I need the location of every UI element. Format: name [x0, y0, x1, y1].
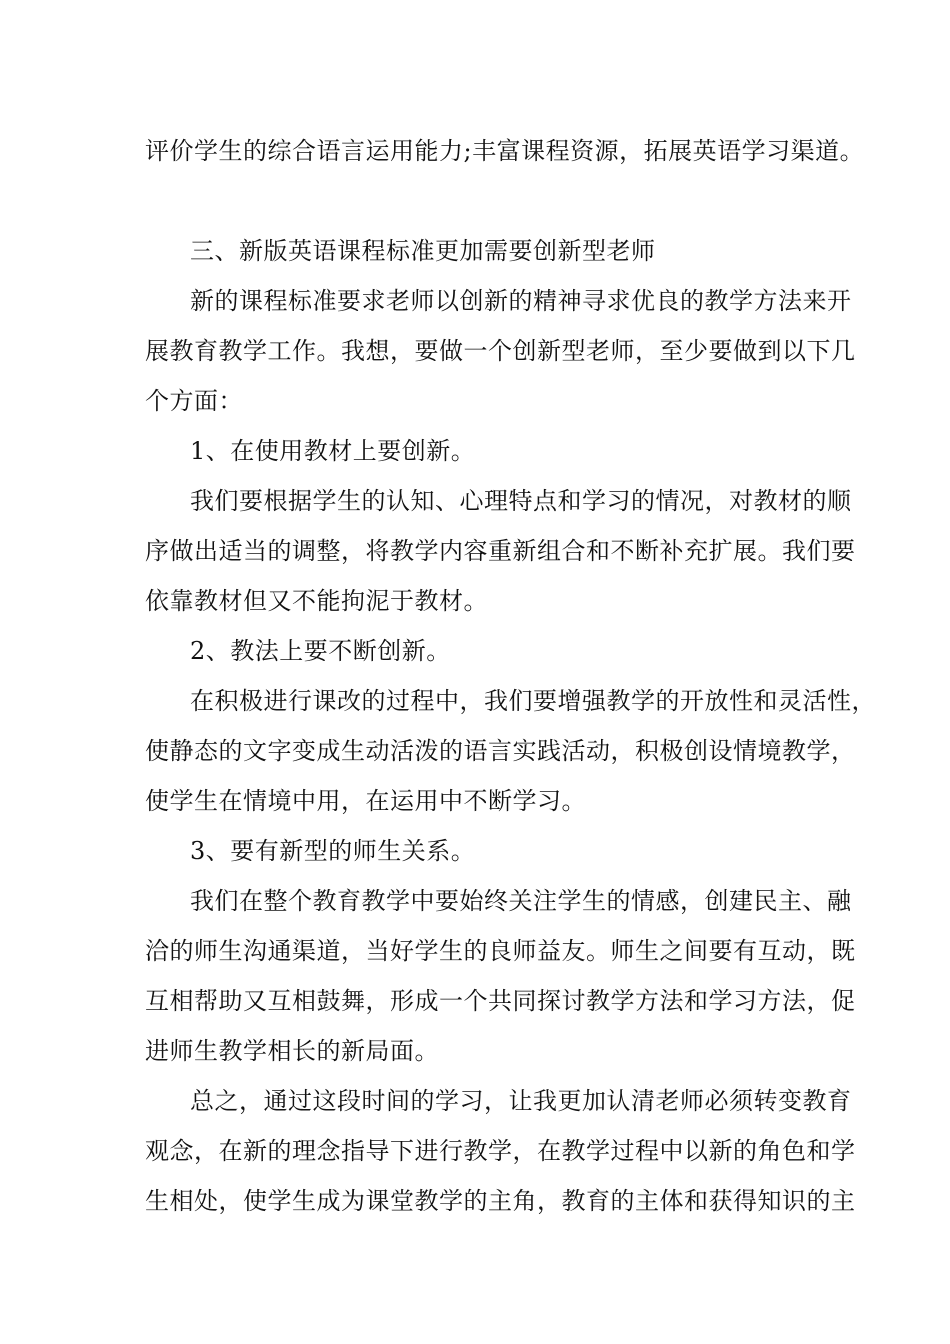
- paragraph-line: 生相处，使学生成为课堂教学的主角，教育的主体和获得知识的主: [145, 1187, 856, 1215]
- subsection-heading: 1、在使用教材上要创新。: [190, 437, 476, 465]
- paragraph-line: 互相帮助又互相鼓舞，形成一个共同探讨教学方法和学习方法，促: [145, 987, 856, 1015]
- section-heading: 三、新版英语课程标准更加需要创新型老师: [190, 237, 656, 265]
- subsection-heading: 3、要有新型的师生关系。: [190, 837, 476, 865]
- paragraph-line: 使学生在情境中用，在运用中不断学习。: [145, 787, 586, 815]
- paragraph-line: 个方面：: [145, 387, 243, 415]
- subsection-heading: 2、教法上要不断创新。: [190, 637, 451, 665]
- paragraph-line: 新的课程标准要求老师以创新的精神寻求优良的教学方法来开: [190, 287, 852, 315]
- paragraph-line: 总之，通过这段时间的学习，让我更加认清老师必须转变教育: [190, 1087, 852, 1115]
- paragraph-line: 展教育教学工作。我想，要做一个创新型老师，至少要做到以下几: [145, 337, 856, 365]
- paragraph-line: 依靠教材但又不能拘泥于教材。: [145, 587, 488, 615]
- paragraph-line: 我们要根据学生的认知、心理特点和学习的情况，对教材的顺: [190, 487, 852, 515]
- paragraph-line: 进师生教学相长的新局面。: [145, 1037, 439, 1065]
- paragraph-line: 观念，在新的理念指导下进行教学，在教学过程中以新的角色和学: [145, 1137, 856, 1165]
- paragraph-line: 评价学生的综合语言运用能力;丰富课程资源，拓展英语学习渠道。: [145, 137, 865, 165]
- paragraph-line: 在积极进行课改的过程中，我们要增强教学的开放性和灵活性，: [190, 687, 876, 715]
- paragraph-line: 序做出适当的调整，将教学内容重新组合和不断补充扩展。我们要: [145, 537, 856, 565]
- paragraph-line: 我们在整个教育教学中要始终关注学生的情感，创建民主、融: [190, 887, 852, 915]
- paragraph-line: 使静态的文字变成生动活泼的语言实践活动，积极创设情境教学，: [145, 737, 856, 765]
- paragraph-line: 洽的师生沟通渠道，当好学生的良师益友。师生之间要有互动，既: [145, 937, 856, 965]
